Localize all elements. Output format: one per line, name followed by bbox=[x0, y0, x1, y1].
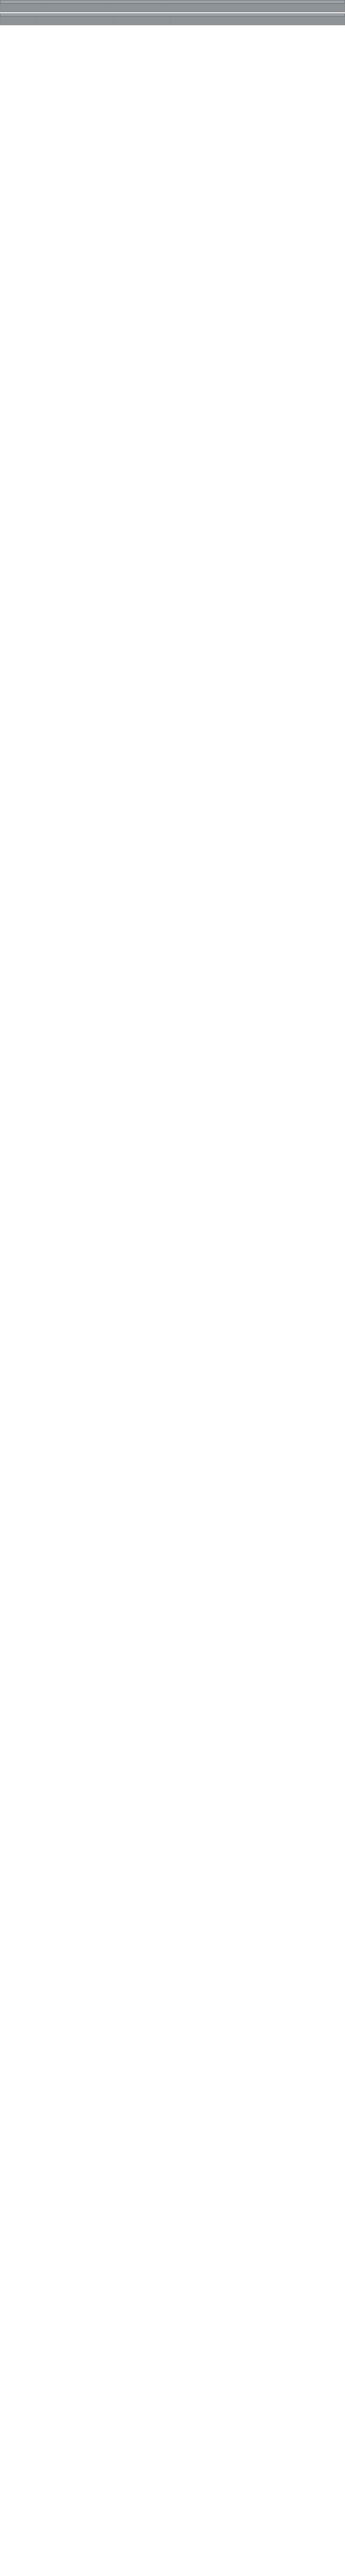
table-caption bbox=[0, 0, 345, 4]
header-row bbox=[1, 4, 345, 12]
header-estado bbox=[163, 4, 345, 12]
page bbox=[0, 0, 345, 25]
footer-header-ceic bbox=[1, 17, 37, 25]
header-eudract bbox=[47, 4, 109, 12]
trials-table bbox=[0, 4, 345, 12]
footer-header-row bbox=[1, 17, 345, 25]
header-ceic bbox=[1, 4, 47, 12]
footer-header-rnec bbox=[114, 17, 170, 25]
footer-header-protocolo bbox=[37, 17, 114, 25]
header-rnec bbox=[109, 4, 163, 12]
footer-header-estado bbox=[170, 17, 345, 25]
other-studies-table bbox=[0, 16, 345, 25]
